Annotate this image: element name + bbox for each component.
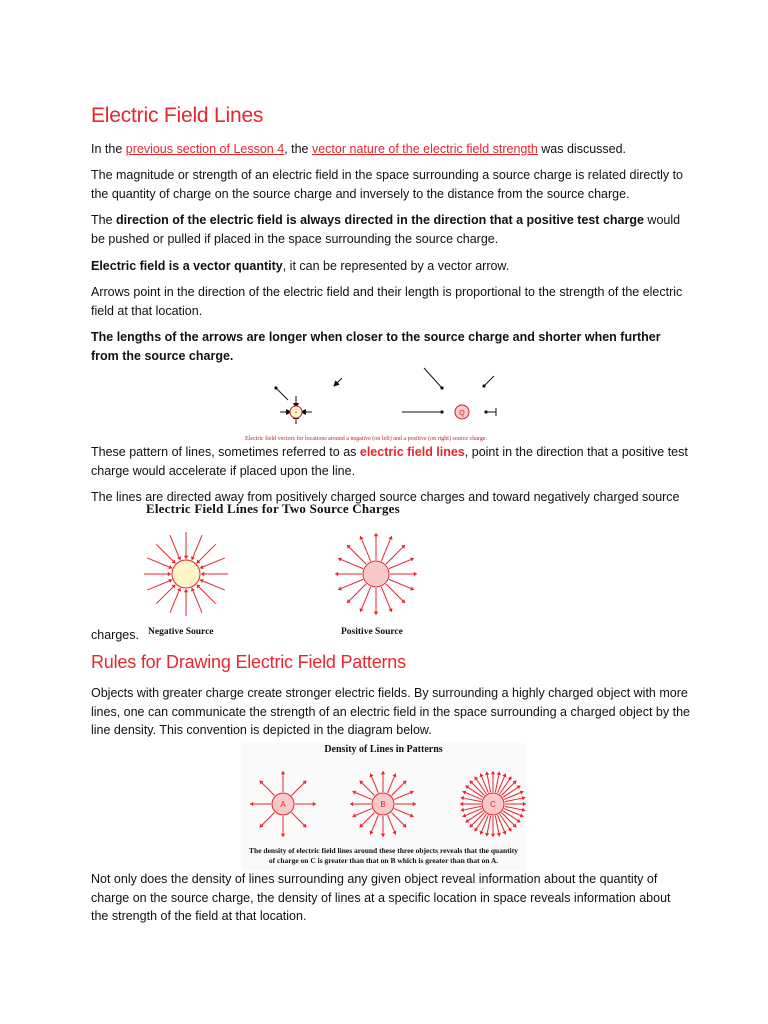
direction-prefix: The — [91, 213, 117, 227]
two-charges-figure — [140, 524, 430, 628]
intro-mid: , the — [284, 142, 312, 156]
object-a-arrowhead — [281, 834, 285, 837]
field-lines-paragraph — [91, 443, 691, 480]
object-c-arrowhead — [485, 833, 489, 837]
object-c-arrowhead — [485, 772, 489, 776]
object-c-arrowhead — [522, 808, 526, 812]
negative-field-line — [197, 585, 216, 604]
object-b-arrowhead — [381, 771, 385, 774]
object-a-arrowhead — [250, 802, 253, 806]
arrow-length-paragraph: The lengths of the arrows are longer when closer to the source charge and shorter when further from the source charge. — [91, 330, 661, 363]
arrows-paragraph: Arrows point in the direction of the electric field and their length is proportional to the strength of the electric field at that location. — [91, 285, 683, 318]
vector-quantity-paragraph — [91, 257, 691, 276]
negative-field-line — [156, 544, 175, 563]
positive-field-line — [386, 584, 405, 603]
object-c-arrowhead — [491, 771, 495, 774]
negative-charge-symbol: - — [294, 408, 298, 417]
charges-word: charges. — [91, 628, 139, 642]
object-a-diagram — [250, 771, 316, 837]
positive-field-line — [338, 579, 363, 589]
negative-field-line — [170, 588, 180, 613]
object-c-diagram — [460, 771, 526, 837]
negative-field-line — [147, 580, 172, 590]
negative-source-label: Negative Source — [148, 627, 214, 637]
positive-field-line — [381, 587, 391, 612]
object-b-arrowhead — [350, 802, 353, 806]
negative-arrowhead — [168, 572, 171, 576]
vector-quantity-suffix: , it can be represented by a vector arrow. — [282, 259, 510, 273]
negative-field-line — [200, 558, 225, 568]
rules-heading: Rules for Drawing Electric Field Patterns — [91, 652, 406, 672]
object-a-arrowhead — [281, 771, 285, 774]
positive-field-line — [360, 587, 370, 612]
object-c-arrowhead — [497, 772, 501, 776]
negative-field-line — [192, 588, 202, 613]
object-c-label: C — [490, 800, 496, 809]
object-c-arrowhead — [522, 796, 526, 800]
field-vectors-figure — [238, 364, 500, 444]
vector-nature-link[interactable]: vector nature of the electric field strength — [311, 142, 538, 156]
object-c-arrowhead — [523, 802, 526, 806]
field-lines-suffix: , point in the direction that a positive test charge would accelerate if placed upon the line. — [91, 445, 688, 478]
greater-charge-paragraph: Objects with greater charge create stronger electric fields. By surrounding a highly charged object with more lines, one can communicate the strength of an electric field in the space surrounding a charged object by the line density. This convention is depicted in the diagram below. — [91, 686, 690, 737]
density-caption-line2: of charge on C is greater than that on B which is greater than that on A. — [268, 856, 499, 865]
positive-source-diagram — [335, 533, 417, 615]
line-density-paragraph: Not only does the density of lines surrounding any given object reveal information about the quantity of charge on the source charge, the density of lines at a specific location in space reveals information about the strength of the field at that location. — [91, 872, 671, 923]
negative-source-diagram — [144, 532, 228, 616]
positive-arrowhead — [414, 572, 417, 576]
object-a-arrowhead — [313, 802, 316, 806]
positive-field-line — [347, 584, 366, 603]
positive-field-line — [360, 536, 370, 561]
intro-paragraph — [91, 140, 691, 159]
intro-suffix: was discussed. — [537, 142, 627, 156]
positive-arrowhead — [335, 572, 338, 576]
positive-source-circle — [363, 561, 389, 587]
positive-field-line — [389, 558, 414, 568]
magnitude-paragraph: The magnitude or strength of an electric field in the space surrounding a source charge is related directly to the quantity of charge on the source charge and inversely to the distance from the source charge. — [91, 168, 683, 201]
positive-field-line — [386, 545, 405, 564]
density-figure-title: Density of Lines in Patterns — [324, 744, 443, 755]
negative-field-line — [147, 558, 172, 568]
intro-prefix: In the — [91, 142, 126, 156]
negative-arrowhead — [184, 589, 188, 592]
positive-charge-symbol: Q — [459, 410, 465, 417]
negative-arrowhead — [184, 556, 188, 559]
density-figure-caption — [241, 846, 526, 866]
positive-arrowhead — [374, 612, 378, 615]
direction-suffix: would be pushed or pulled if placed in the space surrounding the source charge. — [91, 213, 681, 246]
negative-field-line — [170, 535, 180, 560]
negative-field-line — [192, 535, 202, 560]
object-b-diagram — [350, 771, 416, 837]
direction-paragraph — [91, 211, 691, 248]
direction-bold: direction of the electric field is always directed in the direction that a positive test charge — [116, 213, 644, 227]
positive-source-label: Positive Source — [341, 627, 403, 637]
negative-field-line — [156, 585, 175, 604]
directed-away-paragraph: The lines are directed away from positively charged source charges and toward negatively charged source — [91, 490, 680, 504]
object-a-label: A — [280, 800, 286, 809]
negative-source-circle — [172, 560, 200, 588]
object-c-arrowhead — [491, 834, 495, 837]
positive-charge-vectors — [402, 368, 496, 419]
density-figure — [241, 758, 526, 848]
field-vectors-caption: Electric field vectors for locations around a negative (on left) and a positive (on right) source charge. — [245, 436, 487, 442]
positive-field-line — [338, 558, 363, 568]
previous-section-link[interactable]: previous section of Lesson 4 — [125, 142, 285, 156]
negative-field-line — [197, 544, 216, 563]
object-c-arrowhead — [461, 796, 465, 800]
field-lines-prefix: These pattern of lines, sometimes referred to as — [91, 445, 360, 459]
field-lines-highlight: electric field lines — [359, 445, 465, 459]
negative-charge-vectors — [274, 378, 342, 424]
vector-quantity-bold: Electric field is a vector quantity — [91, 259, 283, 273]
negative-arrowhead — [201, 572, 204, 576]
object-c-arrowhead — [497, 833, 501, 837]
page-title: Electric Field Lines — [91, 104, 264, 127]
positive-field-line — [389, 579, 414, 589]
object-b-label: B — [380, 800, 386, 809]
negative-field-line — [200, 580, 225, 590]
two-charges-figure-title: Electric Field Lines for Two Source Charges — [146, 501, 400, 516]
positive-field-line — [347, 545, 366, 564]
density-caption-line1: The density of electric field lines around these three objects reveals that the quantity — [249, 846, 518, 855]
object-b-arrowhead — [413, 802, 416, 806]
positive-arrowhead — [374, 533, 378, 536]
positive-field-line — [381, 536, 391, 561]
object-c-arrowhead — [460, 802, 463, 806]
object-c-arrowhead — [461, 808, 465, 812]
object-b-arrowhead — [381, 834, 385, 837]
